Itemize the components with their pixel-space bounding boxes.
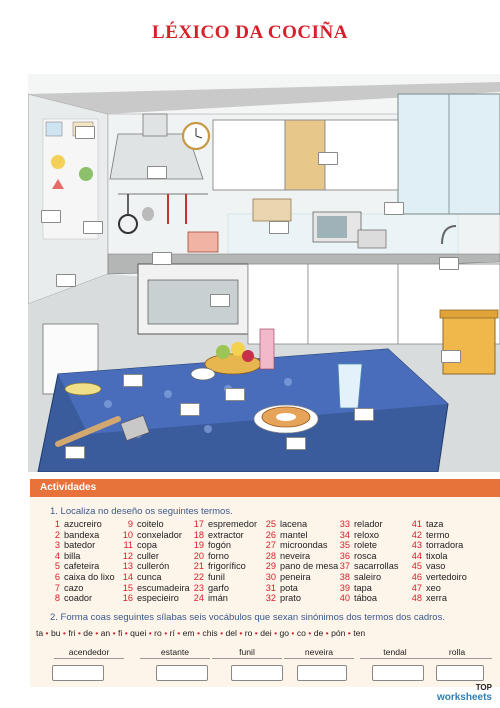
term-number: 36 <box>339 550 350 561</box>
answer-box[interactable] <box>269 221 289 234</box>
term-label: pano de mesa <box>280 561 339 572</box>
term-item <box>264 572 338 583</box>
term-label: cazo <box>64 582 84 593</box>
term-item <box>192 561 257 572</box>
synonym-word: tendal <box>360 647 430 659</box>
term-label: cullerón <box>137 561 170 572</box>
syllable-separator: • <box>92 628 101 638</box>
syllable-separator: • <box>194 628 203 638</box>
term-item <box>338 540 398 551</box>
term-column-5 <box>338 519 398 604</box>
term-label: extractor <box>208 529 244 540</box>
term-label: tapa <box>354 582 372 593</box>
term-label: xerra <box>426 593 447 604</box>
syllable: em <box>182 628 195 638</box>
term-label: peneira <box>280 571 311 582</box>
term-label: culler <box>137 550 159 561</box>
term-item <box>52 583 115 594</box>
term-label: vertedoiro <box>426 571 467 582</box>
term-item <box>338 530 398 541</box>
syllable-separator: • <box>146 628 155 638</box>
term-item <box>410 519 467 530</box>
term-number: 40 <box>339 593 350 604</box>
term-number: 9 <box>127 519 133 529</box>
term-number: 24 <box>193 593 204 604</box>
answer-box[interactable] <box>441 350 461 363</box>
term-item <box>410 561 467 572</box>
term-number: 28 <box>265 550 276 561</box>
syllable: fi <box>118 628 123 638</box>
syllable-separator: • <box>161 628 170 638</box>
term-number: 35 <box>339 540 350 551</box>
syllable-separator: • <box>271 628 280 638</box>
term-number: 39 <box>339 582 350 593</box>
term-number: 37 <box>339 561 350 572</box>
term-column-3 <box>192 519 257 604</box>
term-item <box>121 540 190 551</box>
term-number: 34 <box>339 529 350 540</box>
answer-box[interactable] <box>180 403 200 416</box>
syllable: dei <box>260 628 272 638</box>
term-item <box>121 530 190 541</box>
term-number: 26 <box>265 529 276 540</box>
term-number: 46 <box>411 571 422 582</box>
term-label: saleiro <box>354 571 382 582</box>
syllable-separator: • <box>345 628 354 638</box>
term-number: 20 <box>193 550 204 561</box>
term-number: 17 <box>193 519 204 529</box>
term-label: billa <box>64 550 81 561</box>
term-label: funil <box>208 571 225 582</box>
answer-input-box[interactable] <box>231 665 283 681</box>
term-number: 11 <box>123 540 133 551</box>
term-number: 31 <box>265 582 276 593</box>
term-label: espremedor <box>208 519 258 529</box>
term-label: conxelador <box>137 529 182 540</box>
answer-box[interactable] <box>65 446 85 459</box>
term-item <box>264 540 338 551</box>
term-number: 18 <box>193 529 204 540</box>
syllable-separator: • <box>174 628 183 638</box>
term-number: 27 <box>265 540 276 551</box>
answer-box[interactable] <box>75 126 95 139</box>
term-number: 15 <box>122 582 133 593</box>
answer-box[interactable] <box>318 152 338 165</box>
term-number: 5 <box>54 561 60 572</box>
term-number: 48 <box>411 593 422 604</box>
page-title: LÉXICO DA COCIÑA <box>152 22 348 43</box>
term-label: frigorífico <box>208 561 246 572</box>
term-item <box>410 583 467 594</box>
term-label: garfo <box>208 582 229 593</box>
synonym-words-row <box>44 647 500 663</box>
term-item <box>338 561 398 572</box>
term-item <box>121 593 190 604</box>
term-number: 13 <box>122 561 133 572</box>
term-item <box>121 572 190 583</box>
term-item <box>52 519 115 530</box>
term-item <box>121 561 190 572</box>
syllable-separator: • <box>289 628 297 638</box>
answer-input-box[interactable] <box>436 665 484 681</box>
term-label: prato <box>280 593 301 604</box>
term-number: 22 <box>193 571 204 582</box>
term-item <box>52 551 115 562</box>
syllable-separator: • <box>75 628 84 638</box>
term-label: taza <box>426 519 444 529</box>
term-label: cafeteira <box>64 561 100 572</box>
term-column-2 <box>121 519 190 604</box>
term-item <box>410 593 467 604</box>
term-number: 32 <box>265 593 276 604</box>
synonym-word: neveira <box>284 647 354 659</box>
term-item <box>264 593 338 604</box>
term-item <box>338 593 398 604</box>
term-label: microondas <box>280 540 328 551</box>
term-number: 4 <box>54 550 60 561</box>
term-item <box>52 572 115 583</box>
term-number: 2 <box>54 529 60 540</box>
term-label: caixa do lixo <box>64 571 115 582</box>
answer-box[interactable] <box>439 257 459 270</box>
term-item <box>264 583 338 594</box>
term-number: 38 <box>339 571 350 582</box>
syllable: ro <box>244 628 253 638</box>
term-label: cunca <box>137 571 162 582</box>
term-column-4 <box>264 519 338 604</box>
term-item <box>192 593 257 604</box>
syllable-separator: • <box>217 628 226 638</box>
term-item <box>52 540 115 551</box>
exercise2-instruction: 2. Forma coas seguintes sílabas seis vocábulos que sexan sinónimos dos termos dos cadros. <box>50 612 445 623</box>
answer-box[interactable] <box>147 166 167 179</box>
term-item <box>264 519 338 530</box>
term-label: reloxo <box>354 529 380 540</box>
syllable: de <box>313 628 324 638</box>
term-item <box>192 519 257 530</box>
term-number: 45 <box>411 561 422 572</box>
term-label: pota <box>280 582 298 593</box>
term-number: 30 <box>265 571 276 582</box>
syllable: bu <box>50 628 61 638</box>
answer-box[interactable] <box>41 210 61 223</box>
answer-box[interactable] <box>354 408 374 421</box>
syllable: ten <box>353 628 366 638</box>
term-label: imán <box>208 593 228 604</box>
term-item <box>338 551 398 562</box>
answer-box[interactable] <box>152 252 172 265</box>
term-item <box>264 561 338 572</box>
kitchen-illustration <box>28 74 500 472</box>
term-label: táboa <box>354 593 377 604</box>
term-label: coitelo <box>137 519 164 529</box>
term-item <box>338 519 398 530</box>
term-number: 3 <box>54 540 60 551</box>
term-number: 12 <box>122 550 133 561</box>
kitchen-drawing <box>28 74 500 472</box>
term-number: 23 <box>193 582 204 593</box>
term-number: 42 <box>411 529 422 540</box>
term-number: 19 <box>193 540 204 551</box>
term-label: vaso <box>426 561 446 572</box>
term-item <box>338 583 398 594</box>
answer-box[interactable] <box>225 388 245 401</box>
term-item <box>192 551 257 562</box>
term-label: sacarrollas <box>354 561 399 572</box>
answer-input-box[interactable] <box>297 665 347 681</box>
syllable-separator: • <box>110 628 119 638</box>
term-label: batedor <box>64 540 96 551</box>
synonym-word: estante <box>140 647 210 659</box>
term-label: rolete <box>354 540 377 551</box>
term-label: lacena <box>280 519 308 529</box>
answer-box[interactable] <box>83 221 103 234</box>
term-label: tixola <box>426 550 448 561</box>
term-label: torradora <box>426 540 464 551</box>
term-label: neveira <box>280 550 311 561</box>
answer-box[interactable] <box>123 374 143 387</box>
term-item <box>410 530 467 541</box>
term-item <box>264 530 338 541</box>
term-number: 44 <box>411 550 422 561</box>
syllable: quei <box>130 628 147 638</box>
activities-header: Actividades <box>30 479 500 497</box>
syllable-separator: • <box>43 628 51 638</box>
answer-input-box[interactable] <box>372 665 424 681</box>
syllable: go <box>279 628 290 638</box>
term-number: 6 <box>54 571 60 582</box>
term-label: rosca <box>354 550 377 561</box>
term-label: escumadeira <box>137 582 190 593</box>
syllable: chis <box>202 628 218 638</box>
term-label: mantel <box>280 529 308 540</box>
term-number: 29 <box>265 561 276 572</box>
syllable: fri <box>68 628 76 638</box>
term-label: especieiro <box>137 593 179 604</box>
syllable: co <box>296 628 306 638</box>
syllable-separator: • <box>252 628 261 638</box>
answer-input-box[interactable] <box>156 665 208 681</box>
term-number: 43 <box>411 540 422 551</box>
term-item <box>410 572 467 583</box>
answer-input-box[interactable] <box>52 665 104 681</box>
syllable-separator: • <box>236 628 245 638</box>
syllable: pón <box>331 628 346 638</box>
term-label: bandexa <box>64 529 100 540</box>
logo-bottom-text: worksheets <box>436 692 492 703</box>
synonym-word: funil <box>212 647 282 659</box>
syllable-separator: • <box>122 628 131 638</box>
term-item <box>52 593 115 604</box>
term-item <box>192 540 257 551</box>
term-item <box>121 519 190 530</box>
syllable: del <box>225 628 237 638</box>
topworksheets-logo <box>437 683 492 703</box>
term-item <box>192 583 257 594</box>
term-item <box>121 583 190 594</box>
term-label: termo <box>426 529 450 540</box>
syllable: ta <box>36 628 44 638</box>
term-number: 33 <box>339 519 350 529</box>
term-item <box>410 540 467 551</box>
synonym-word: acendedor <box>54 647 124 659</box>
syllable-separator: • <box>60 628 69 638</box>
term-item <box>410 551 467 562</box>
term-number: 10 <box>122 529 133 540</box>
term-number: 47 <box>411 582 422 593</box>
term-number: 16 <box>122 593 133 604</box>
term-number: 7 <box>54 582 60 593</box>
syllable: ro <box>154 628 162 638</box>
term-number: 25 <box>265 519 276 529</box>
term-item <box>52 561 115 572</box>
exercise1-instruction: 1. Localiza no deseño os seguintes termos. <box>50 506 233 517</box>
term-column-1 <box>52 519 115 604</box>
term-label: xeo <box>426 582 441 593</box>
term-number: 14 <box>122 571 133 582</box>
syllable: rí <box>169 628 175 638</box>
term-number: 41 <box>411 519 422 529</box>
term-label: coador <box>64 593 93 604</box>
term-label: relador <box>354 519 383 529</box>
term-item <box>121 551 190 562</box>
synonym-word: rolla <box>422 647 492 659</box>
term-column-6 <box>410 519 467 604</box>
answer-box[interactable] <box>384 202 404 215</box>
term-item <box>192 572 257 583</box>
answer-box[interactable] <box>286 437 306 450</box>
syllable: an <box>100 628 111 638</box>
syllable: de <box>83 628 93 638</box>
answer-box[interactable] <box>210 294 230 307</box>
term-label: fogón <box>208 540 231 551</box>
syllable-list <box>36 628 365 638</box>
term-item <box>192 530 257 541</box>
term-number: 1 <box>54 519 60 529</box>
term-number: 8 <box>54 593 60 604</box>
term-item <box>338 572 398 583</box>
syllable-separator: • <box>305 628 314 638</box>
term-label: forno <box>208 550 229 561</box>
term-number: 21 <box>193 561 204 572</box>
term-label: copa <box>137 540 157 551</box>
logo-top-text: TOP <box>475 683 492 692</box>
term-item <box>264 551 338 562</box>
syllable-separator: • <box>323 628 332 638</box>
answer-box[interactable] <box>56 274 76 287</box>
term-label: azucreiro <box>64 519 102 529</box>
term-item <box>52 530 115 541</box>
